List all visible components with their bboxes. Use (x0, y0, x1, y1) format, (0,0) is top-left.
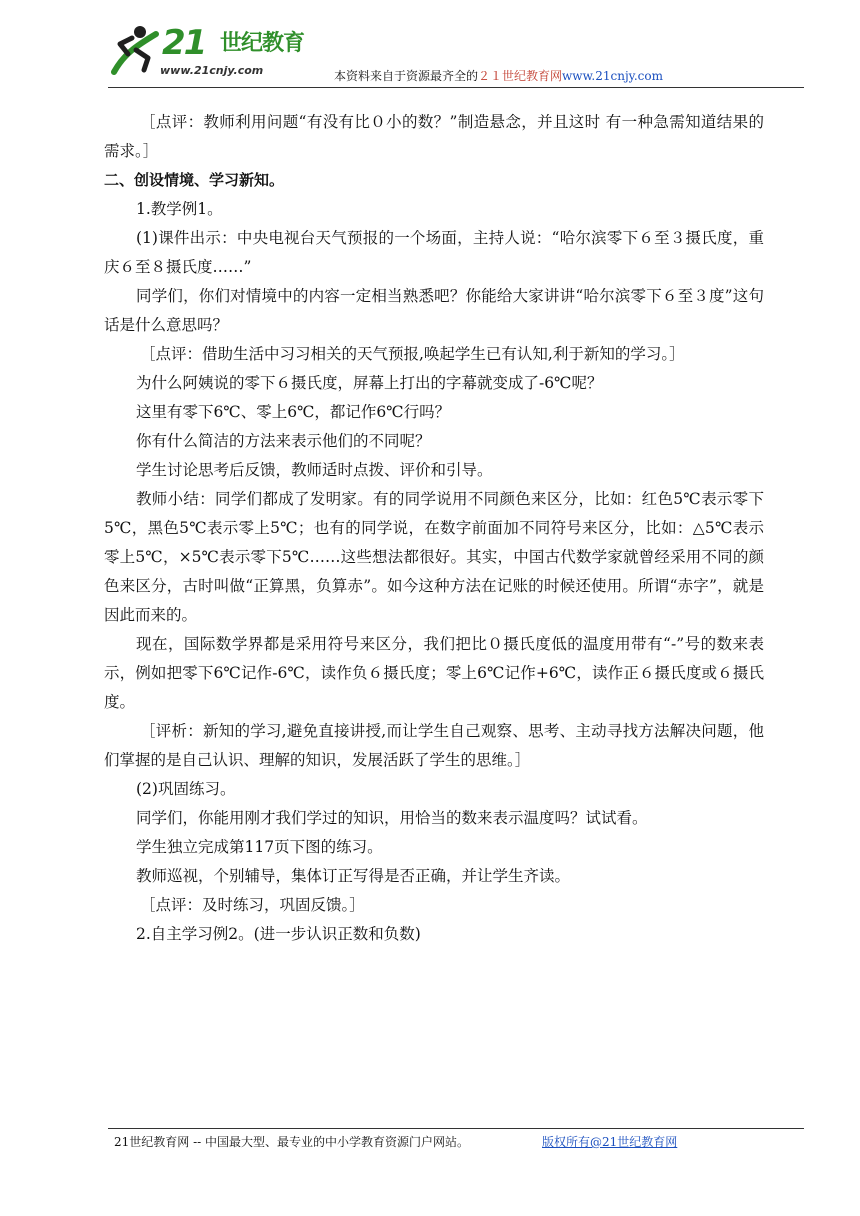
logo-number: 21 (162, 23, 206, 63)
site-logo[interactable] (108, 20, 308, 82)
subsection-heading: 1.教学例1。 (136, 200, 223, 218)
footer-text: 21世纪教育网 -- 中国最大型、最专业的中小学教育资源门户网站。 (114, 1135, 470, 1149)
runner-logo-icon (110, 24, 166, 76)
comment-paragraph: ［点评：教师利用问题“有没有比０小的数？”制造悬念，并且这时 有一种急需知道结果的需求。］ (104, 113, 764, 160)
body-paragraph: 现在，国际数学界都是采用符号来区分，我们把比０摄氏度低的温度用带有“-”号的数来表示，例如把零下6℃记作-6℃，读作负６摄氏度；零上6℃记作+6℃，读作正６摄氏度或６摄氏度。 (104, 635, 764, 711)
body-paragraph: 同学们，你们对情境中的内容一定相当熟悉吧？你能给大家讲讲“哈尔滨零下６至３度”这句话是什么意思吗？ (104, 287, 764, 334)
subsection-heading: (2)巩固练习。 (136, 780, 236, 798)
body-paragraph: 教师巡视，个别辅导，集体订正写得是否正确，并让学生齐读。 (136, 867, 571, 885)
logo-url: www.21cnjy.com (160, 64, 264, 77)
document-body (104, 108, 764, 949)
header-source-note (334, 69, 663, 83)
logo-brand-text: 世纪教育 (220, 31, 305, 56)
footer-divider (108, 1128, 804, 1129)
body-paragraph: 教师小结：同学们都成了发明家。有的同学说用不同颜色来区分，比如：红色5℃表示零下5℃，黑色5℃表示零上5℃；也有的同学说，在数字前面加不同符号来区分，比如：△5℃表示零上5℃，×5℃表示零下5℃……这些想法都很好。其实，中国古代数学家就曾经采用不同的颜色来区分，古时叫做“正算黑，负算赤”。如今这种方法在记账的时候还使用。所谓“赤字”，就是因此而来的。 (104, 490, 764, 624)
section-heading: 二、创设情境、学习新知。 (104, 171, 285, 189)
header-url-link[interactable]: www.21cnjy.com (562, 69, 663, 83)
page-footer (114, 1134, 804, 1150)
header-divider (108, 87, 804, 88)
body-paragraph: 这里有零下6℃、零上6℃，都记作6℃行吗？ (136, 403, 451, 421)
subsection-heading: 2.自主学习例2。(进一步认识正数和负数) (136, 925, 421, 943)
body-paragraph: 学生讨论思考后反馈，教师适时点拨、评价和引导。 (136, 461, 493, 479)
page-header (108, 20, 804, 86)
comment-paragraph: ［点评：借助生活中习习相关的天气预报,唤起学生已有认知,利于新知的学习。］ (140, 345, 685, 363)
body-paragraph: (1)课件出示：中央电视台天气预报的一个场面，主持人说：“哈尔滨零下６至３摄氏度，重庆６至８摄氏度……” (104, 229, 764, 276)
body-paragraph: 你有什么简洁的方法来表示他们的不同呢？ (136, 432, 431, 450)
body-paragraph: 为什么阿姨说的零下６摄氏度，屏幕上打出的字幕就变成了-6℃呢？ (136, 374, 603, 392)
header-source-prefix: 本资料来自于资源最齐全的 (334, 69, 479, 83)
header-brand-link[interactable]: ２１世纪教育网 (478, 69, 563, 83)
body-paragraph: 同学们，你能用刚才我们学过的知识，用恰当的数来表示温度吗？试试看。 (136, 809, 648, 827)
comment-paragraph: ［评析：新知的学习,避免直接讲授,而让学生自己观察、思考、主动寻找方法解决问题，他们掌握的是自己认识、理解的知识，发展活跃了学生的思维。］ (104, 722, 764, 769)
body-paragraph: 学生独立完成第117页下图的练习。 (136, 838, 383, 856)
copyright-link[interactable]: 版权所有@21世纪教育网 (542, 1135, 678, 1149)
comment-paragraph: ［点评：及时练习，巩固反馈。］ (140, 896, 365, 914)
